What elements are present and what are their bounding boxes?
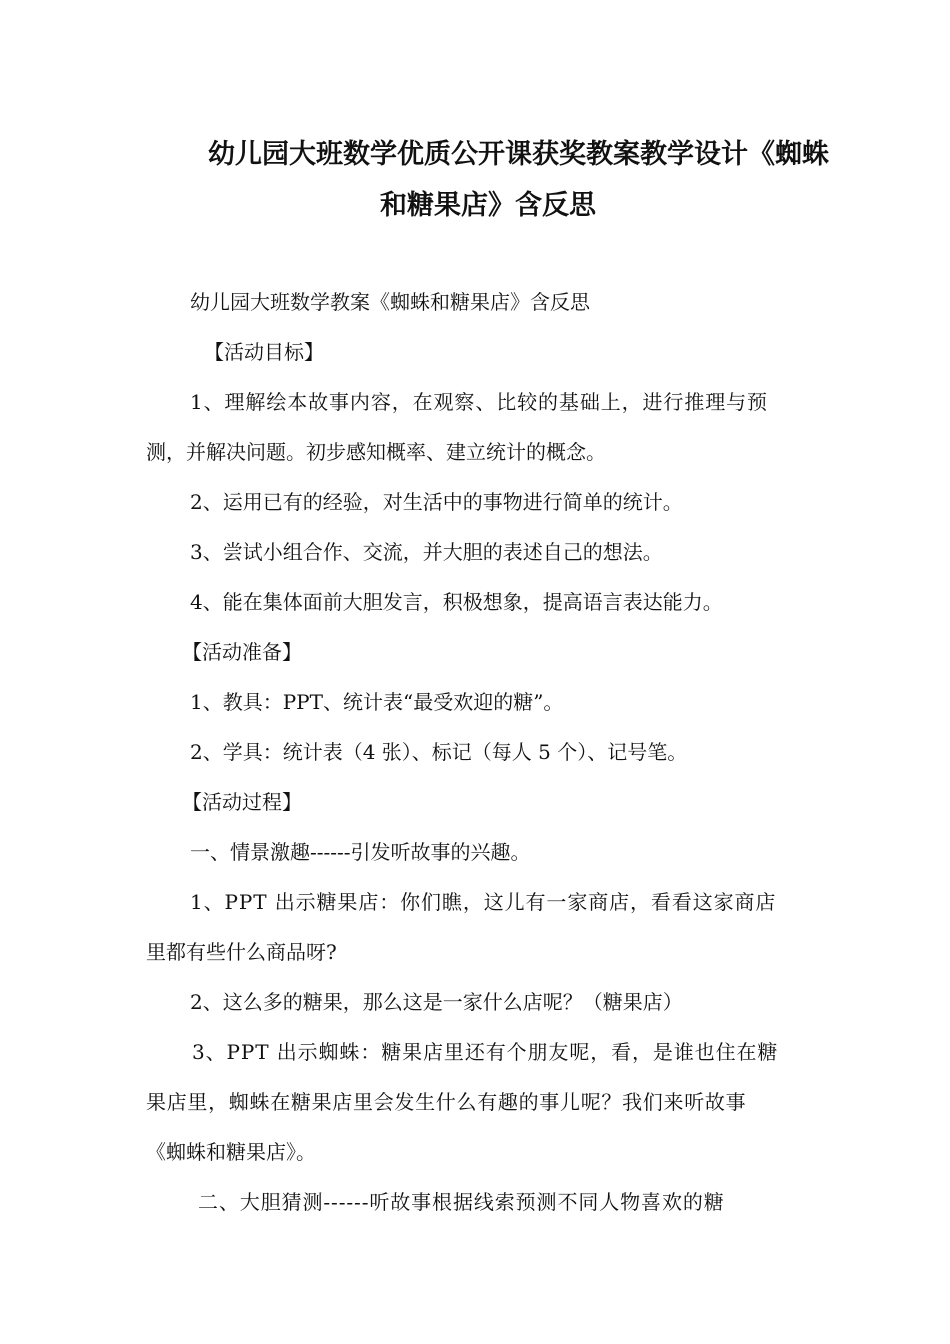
step-2: 二、大胆猜测------听故事根据线索预测不同人物喜欢的糖 [198, 1190, 725, 1214]
step-1-3-line-2: 果店里，蜘蛛在糖果店里会发生什么有趣的事儿呢？我们来听故事 [146, 1090, 747, 1114]
prep-2: 2、学具：统计表（4 张）、标记（每人 5 个）、记号笔。 [190, 740, 688, 764]
prep-1: 1、教具：PPT、统计表“最受欢迎的糖”。 [190, 690, 564, 714]
prep-heading: 【活动准备】 [182, 640, 302, 664]
step-1-2: 2、这么多的糖果，那么这是一家什么店呢？（糖果店） [190, 990, 683, 1014]
step-1-1-line-1: 1、PPT 出示糖果店：你们瞧，这儿有一家商店，看看这家商店 [190, 890, 777, 914]
step-1-3-line-1: 3、PPT 出示蜘蛛：糖果店里还有个朋友呢，看，是谁也住在糖 [192, 1040, 779, 1064]
process-heading: 【活动过程】 [182, 790, 302, 814]
goal-1-line-2: 测，并解决问题。初步感知概率、建立统计的概念。 [146, 440, 606, 464]
step-1: 一、情景激趣------引发听故事的兴趣。 [190, 840, 531, 864]
goal-2: 2、运用已有的经验，对生活中的事物进行简单的统计。 [190, 490, 683, 514]
subtitle: 幼儿园大班数学教案《蜘蛛和糖果店》含反思 [190, 290, 590, 314]
step-1-3-line-3: 《蜘蛛和糖果店》。 [146, 1140, 316, 1164]
document-title-line-2: 和糖果店》含反思 [380, 190, 596, 221]
document-title-line-1: 幼儿园大班数学优质公开课获奖教案教学设计《蜘蛛 [208, 139, 829, 170]
goal-3: 3、尝试小组合作、交流，并大胆的表述自己的想法。 [190, 540, 663, 564]
goal-4: 4、能在集体面前大胆发言，积极想象，提高语言表达能力。 [190, 590, 723, 614]
goal-1-line-1: 1、理解绘本故事内容，在观察、比较的基础上，进行推理与预 [190, 390, 768, 414]
step-1-1-line-2: 里都有些什么商品呀? [146, 940, 337, 964]
goals-heading: 【活动目标】 [204, 340, 324, 364]
